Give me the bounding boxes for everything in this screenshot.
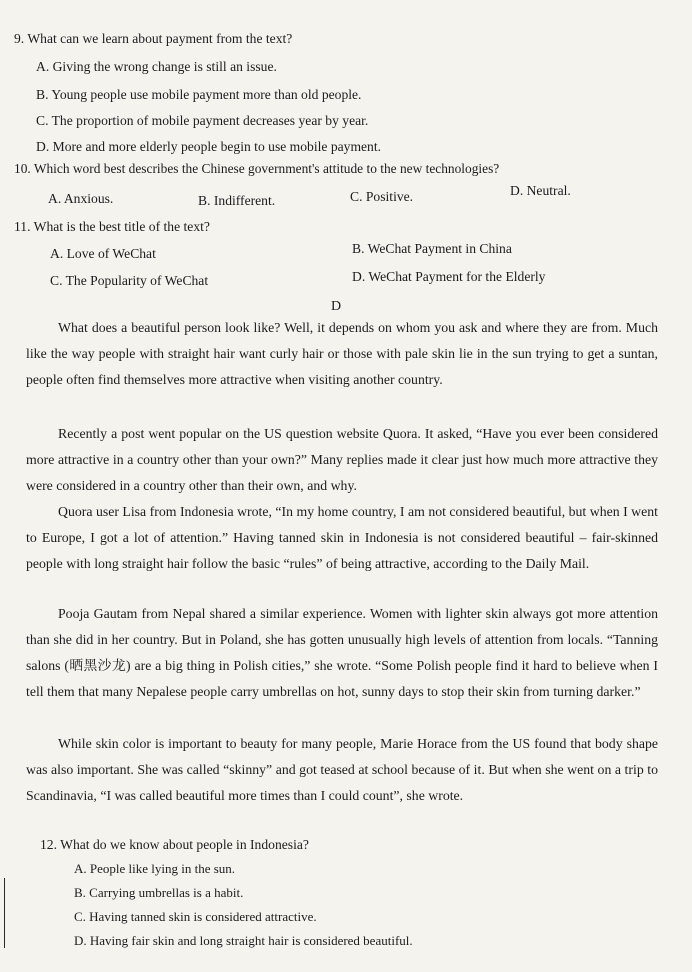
passage-paragraph-5: While skin color is important to beauty for many people, Marie Horace from the US found that body shape was also important. She was called “skinny” and got teased at school because of it. But when she went on a trip to Scandinavia, “I was called beautiful more times than I could count”, she wrote.	[26, 736, 658, 803]
question-9-option-d: D. More and more elderly people begin to use mobile payment.	[36, 139, 382, 154]
question-9-option-b: B. Young people use mobile payment more than old people.	[36, 87, 362, 102]
question-11-option-a: A. Love of WeChat	[50, 246, 156, 261]
question-12-option-b: B. Carrying umbrellas is a habit.	[74, 885, 244, 900]
question-10-option-b: B. Indifferent.	[198, 193, 276, 208]
question-12-stem: 12. What do we know about people in Indonesia?	[40, 837, 309, 852]
passage-paragraph-4: Pooja Gautam from Nepal shared a similar experience. Women with lighter skin always got more attention than she did in her country. But in Poland, she has gotten unusually high levels of attention from locals. “Tanning salons (晒黑沙龙) are a big thing in Polish cities,” she wrote. “Some Polish people find it hard to believe when I tell them that many Nepalese people carry umbrellas on hot, sunny days to stop their skin from turning darker.”	[26, 606, 658, 699]
passage-paragraph-3: Quora user Lisa from Indonesia wrote, “In my home country, I am not considered beautiful, but when I went to Europe, I got a lot of attention.” Having tanned skin in Indonesia is not considered beautiful – fair-skinned people with long straight hair follow the basic “rules” of being attractive, according to the Daily Mail.	[26, 504, 658, 571]
question-9-option-c: C. The proportion of mobile payment decreases year by year.	[36, 113, 369, 128]
question-10-option-d: D. Neutral.	[510, 183, 571, 198]
question-11-option-b: B. WeChat Payment in China	[352, 241, 512, 256]
binding-margin-line	[4, 878, 5, 948]
question-10-option-c: C. Positive.	[350, 189, 414, 204]
question-11-option-d: D. WeChat Payment for the Elderly	[352, 269, 546, 284]
passage-paragraph-1: What does a beautiful person look like? Well, it depends on whom you ask and where they are from. Much like the way people with straight hair want curly hair or those with pale skin lie in the sun trying to get a suntan, people often find themselves more attractive when visiting another country.	[26, 320, 658, 387]
question-10-option-a: A. Anxious.	[48, 191, 114, 206]
question-10-stem: 10. Which word best describes the Chinese government's attitude to the new technologies?	[14, 161, 500, 176]
question-12-option-a: A. People like lying in the sun.	[74, 861, 236, 876]
question-11-stem: 11. What is the best title of the text?	[14, 219, 210, 234]
question-9-option-a: A. Giving the wrong change is still an issue.	[36, 59, 277, 74]
passage-paragraph-2: Recently a post went popular on the US question website Quora. It asked, “Have you ever been considered more attractive in a country other than your own?” Many replies made it clear just how much more attractive they were considered in a country other than their own, and why.	[26, 426, 658, 493]
question-12-option-c: C. Having tanned skin is considered attractive.	[74, 909, 317, 924]
question-12-option-d: D. Having fair skin and long straight hair is considered beautiful.	[74, 933, 413, 948]
section-label: D	[330, 299, 342, 314]
question-9-stem: 9. What can we learn about payment from the text?	[14, 31, 293, 46]
question-11-option-c: C. The Popularity of WeChat	[50, 273, 209, 288]
